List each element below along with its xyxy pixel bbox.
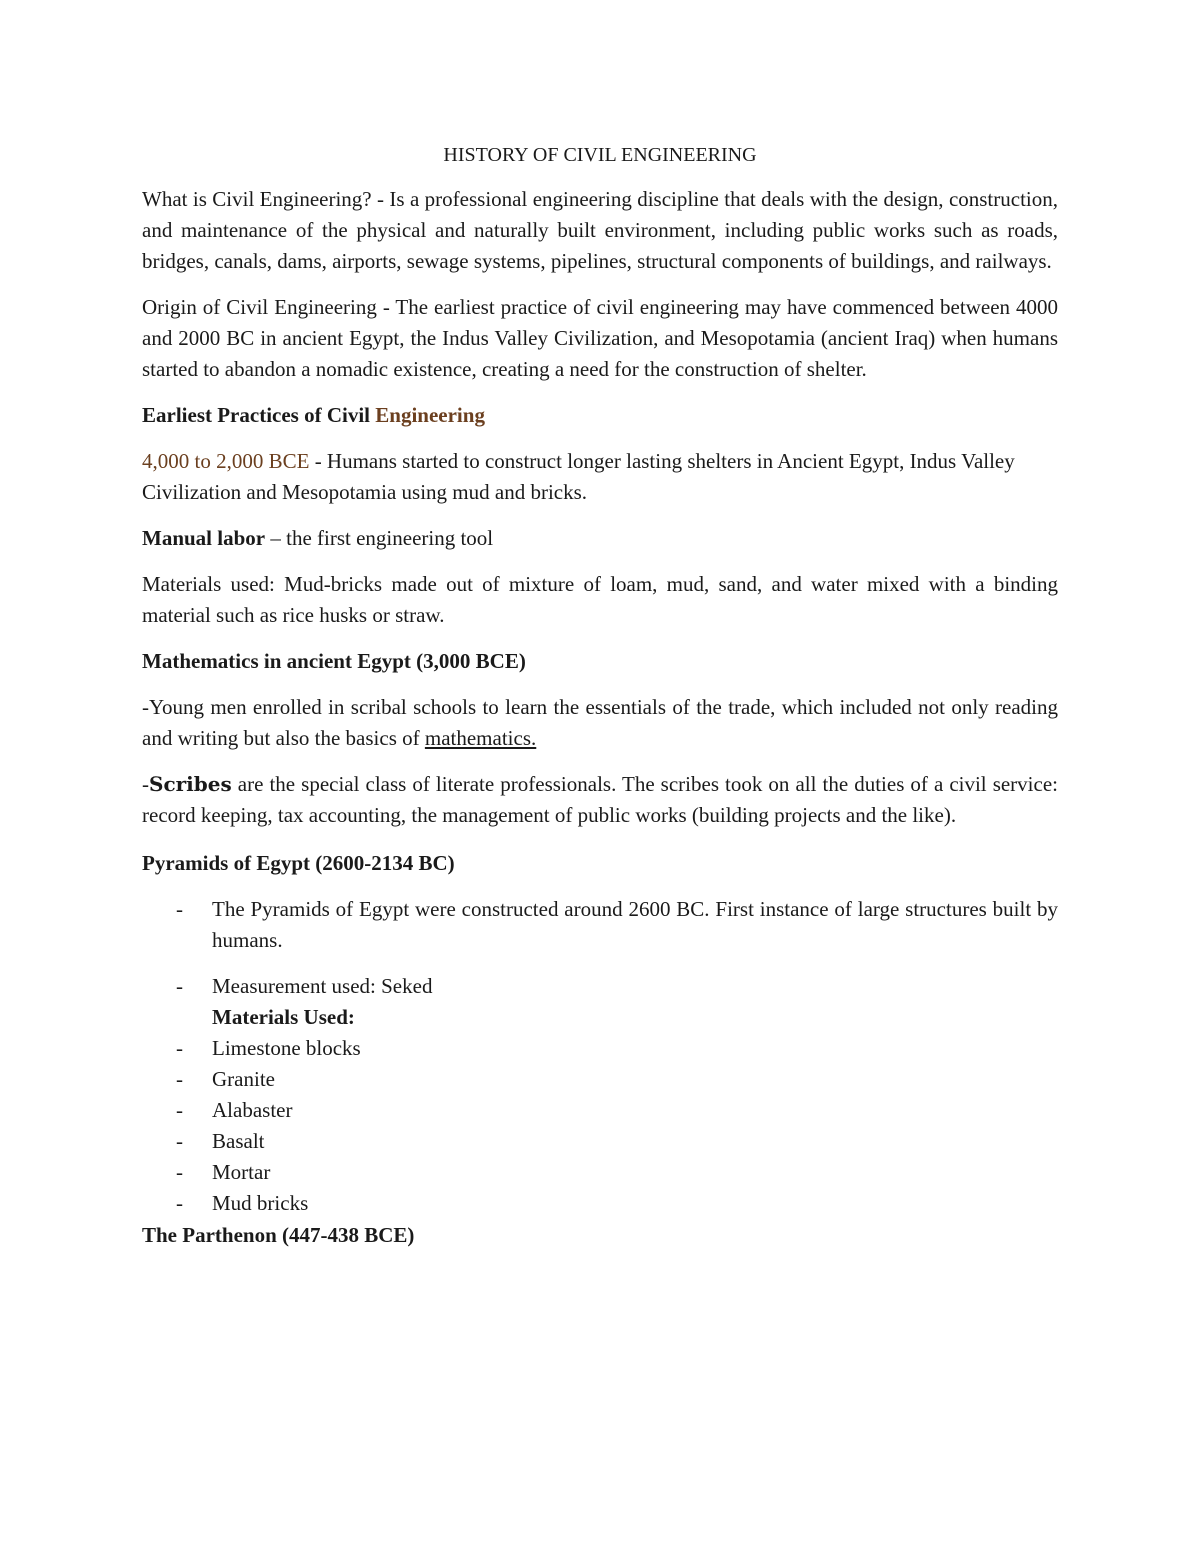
paragraph-materials-used: Materials used: Mud-bricks made out of mixture of loam, mud, sand, and water mixed with a binding material such as rice husks or straw. xyxy=(142,572,1058,627)
list-item-text: Mortar xyxy=(212,1160,271,1184)
scribes-dash: - xyxy=(142,772,149,796)
scribes-term: Scribes xyxy=(149,772,232,796)
paragraph-shelters xyxy=(142,446,1058,508)
heading-parthenon: The Parthenon (447-438 BCE) xyxy=(142,1223,415,1247)
dash-marker: - xyxy=(176,1160,183,1184)
dash-marker: - xyxy=(176,974,183,998)
list-item-text: The Pyramids of Egypt were constructed around 2600 BC. First instance of large structures built by humans. xyxy=(212,897,1058,952)
list-item-text: Alabaster xyxy=(212,1098,293,1122)
list-item xyxy=(142,971,1058,1002)
heading-pyramids: Pyramids of Egypt (2600-2134 BC) xyxy=(142,851,455,875)
list-item-text: Measurement used: Seked xyxy=(212,974,433,998)
materials-list xyxy=(142,1033,1058,1219)
document-page xyxy=(142,140,1058,1251)
paragraph-scribal-schools xyxy=(142,692,1058,754)
heading-mathematics: Mathematics in ancient Egypt (3,000 BCE) xyxy=(142,649,526,673)
list-item xyxy=(142,1095,1058,1126)
list-item xyxy=(142,894,1058,956)
scribal-schools-text: -Young men enrolled in scribal schools to learn the essentials of the trade, which included not only reading and writing but also the basics of xyxy=(142,695,1058,750)
dash-marker: - xyxy=(176,897,183,921)
list-item xyxy=(142,1033,1058,1064)
heading-earliest-practices xyxy=(142,400,1058,431)
paragraph-scribes xyxy=(142,769,1058,831)
scribes-text: are the special class of literate professionals. The scribes took on all the duties of a civil service: record keeping, tax accounting, the management of public works (building projects and the like). xyxy=(142,772,1058,827)
pyramids-list xyxy=(142,894,1058,1002)
list-item-text: Limestone blocks xyxy=(212,1036,361,1060)
heading-earliest-part-a: Earliest Practices of Civil xyxy=(142,403,376,427)
list-item xyxy=(142,1064,1058,1095)
list-item xyxy=(142,1126,1058,1157)
list-item-text: Mud bricks xyxy=(212,1191,309,1215)
heading-earliest-part-b: Engineering xyxy=(375,403,485,427)
date-range: 4,000 to 2,000 BCE xyxy=(142,449,310,473)
dash-marker: - xyxy=(176,1098,183,1122)
list-item-text: Basalt xyxy=(212,1129,265,1153)
document-title: HISTORY OF CIVIL ENGINEERING xyxy=(443,144,757,166)
manual-labor-term: Manual labor xyxy=(142,526,266,550)
mathematics-link-text: mathematics. xyxy=(424,726,537,750)
paragraph-what-is-civil-engineering: What is Civil Engineering? - Is a professional engineering discipline that deals with the design, construction, and maintenance of the physical and naturally built environment, including public works such as roads, bridges, canals, dams, airports, sewage systems, pipelines, structural components of buildings, and railways. xyxy=(142,187,1058,273)
list-item xyxy=(142,1188,1058,1219)
dash-marker: - xyxy=(176,1036,183,1060)
list-item-text: Granite xyxy=(212,1067,275,1091)
dash-marker: - xyxy=(176,1129,183,1153)
shelters-text: - Humans started to construct longer lasting shelters in Ancient Egypt, Indus Valley Civilization and Mesopotamia using mud and bricks. xyxy=(142,449,1015,504)
list-item xyxy=(142,1157,1058,1188)
materials-used-label: Materials Used: xyxy=(212,1005,355,1029)
manual-labor-text: – the first engineering tool xyxy=(265,526,494,550)
paragraph-manual-labor xyxy=(142,523,1058,554)
dash-marker: - xyxy=(176,1067,183,1091)
dash-marker: - xyxy=(176,1191,183,1215)
paragraph-origin: Origin of Civil Engineering - The earliest practice of civil engineering may have commenced between 4000 and 2000 BC in ancient Egypt, the Indus Valley Civilization, and Mesopotamia (ancient Iraq) when humans started to abandon a nomadic existence, creating a need for the construction of shelter. xyxy=(142,295,1058,381)
